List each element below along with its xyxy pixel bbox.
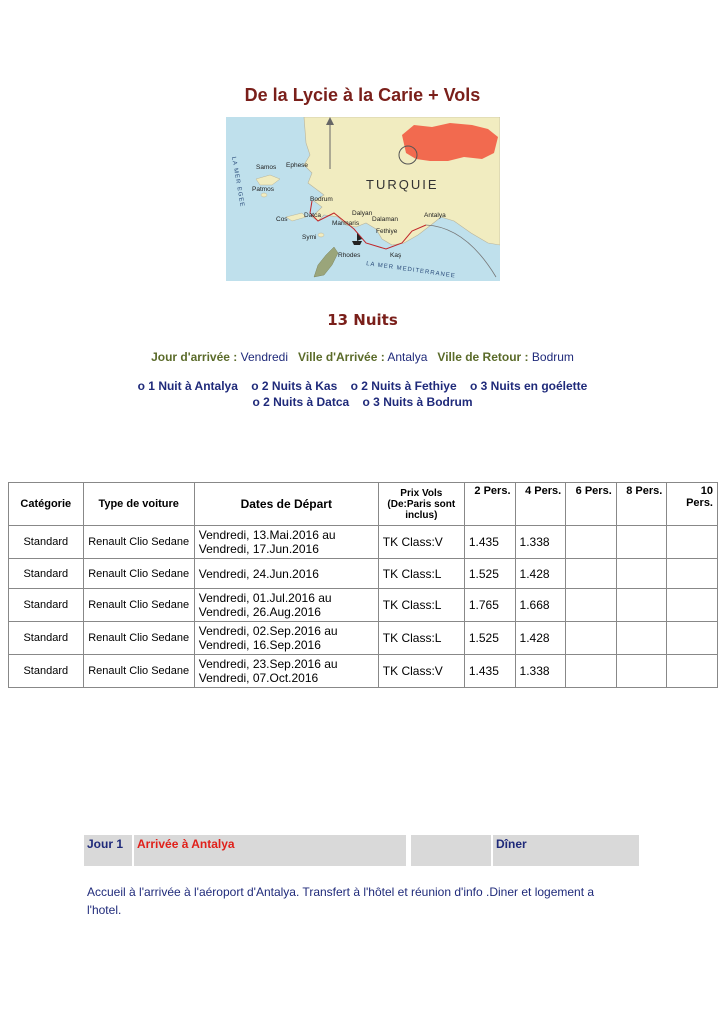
stay-item: o 2 Nuits à Fethiye: [350, 379, 457, 393]
cell-dates: Vendredi, 23.Sep.2016 au Vendredi, 07.Oct.2016: [194, 655, 378, 688]
map-sea-egee: LA MER EGEE: [230, 156, 245, 208]
cell-prix: TK Class:L: [378, 559, 464, 589]
cell-p6: [566, 589, 617, 622]
place-samos: Samos: [256, 164, 277, 171]
place-marmaris: Marmaris: [332, 220, 360, 227]
stay-item: o 2 Nuits à Datca: [252, 395, 350, 409]
cell-p4: 1.338: [515, 526, 566, 559]
place-ephese: Ephese: [286, 162, 309, 169]
cell-categorie: Standard: [9, 589, 84, 622]
cell-p6: [566, 559, 617, 589]
cell-p2: 1.435: [464, 526, 515, 559]
col-prix: Prix Vols (De:Paris sont inclus): [378, 483, 464, 526]
cell-dates: Vendredi, 13.Mai.2016 au Vendredi, 17.Jun.2016: [194, 526, 378, 559]
place-bodrum: Bodrum: [310, 196, 333, 203]
route-map: [226, 117, 500, 281]
map-sea-med: LA MER MEDITERRANEE: [365, 261, 457, 280]
day-label: Jour 1: [84, 835, 132, 866]
stay-item: o 2 Nuits à Kas: [251, 379, 338, 393]
stays-list: [0, 378, 725, 410]
patmos-island: [261, 193, 267, 197]
turkey-inset: [402, 123, 498, 161]
cell-prix: TK Class:V: [378, 655, 464, 688]
cell-p6: [566, 526, 617, 559]
col-p2: 2 Pers.: [464, 483, 515, 526]
stay-item: o 3 Nuits à Bodrum: [362, 395, 473, 409]
table-header-row: [9, 483, 718, 526]
stay-item: o 1 Nuit à Antalya: [137, 379, 238, 393]
day-spacer: [411, 835, 491, 866]
cell-p8: [616, 589, 667, 622]
cell-p2: 1.525: [464, 559, 515, 589]
cell-voiture: Renault Clio Sedane: [83, 655, 194, 688]
page-title: De la Lycie à la Carie + Vols: [244, 85, 481, 105]
cell-p4: 1.338: [515, 655, 566, 688]
cell-prix: TK Class:V: [378, 526, 464, 559]
cell-voiture: Renault Clio Sedane: [83, 559, 194, 589]
cell-p8: [616, 559, 667, 589]
day-1-header: [84, 835, 639, 867]
cell-dates: Vendredi, 24.Jun.2016: [194, 559, 378, 589]
cell-p8: [616, 526, 667, 559]
return-city-value: Bodrum: [531, 350, 574, 364]
place-dalaman: Dalaman: [372, 216, 399, 223]
place-cos: Cos: [276, 216, 288, 223]
cell-p8: [616, 655, 667, 688]
map-country-label: TURQUIE: [366, 177, 439, 192]
cell-p2: 1.435: [464, 655, 515, 688]
arrival-city-label: Ville d'Arrivée :: [298, 350, 385, 364]
cell-voiture: Renault Clio Sedane: [83, 589, 194, 622]
cell-p2: 1.525: [464, 622, 515, 655]
return-city-label: Ville de Retour :: [437, 350, 529, 364]
cell-categorie: Standard: [9, 526, 84, 559]
col-dates: Dates de Départ: [194, 483, 378, 526]
cell-prix: TK Class:L: [378, 622, 464, 655]
col-categorie: Catégorie: [9, 483, 84, 526]
cell-p10: [667, 559, 718, 589]
cell-p6: [566, 655, 617, 688]
table-row: [9, 589, 718, 622]
cell-p10: [667, 622, 718, 655]
price-table: [8, 482, 718, 688]
arrival-day-label: Jour d'arrivée :: [151, 350, 238, 364]
symi-island: [318, 233, 324, 237]
cell-categorie: Standard: [9, 559, 84, 589]
cell-p2: 1.765: [464, 589, 515, 622]
place-rhodes: Rhodes: [338, 252, 361, 259]
cell-voiture: Renault Clio Sedane: [83, 622, 194, 655]
arrival-day-value: Vendredi: [240, 350, 289, 364]
table-row: [9, 622, 718, 655]
cell-voiture: Renault Clio Sedane: [83, 526, 194, 559]
cell-categorie: Standard: [9, 655, 84, 688]
cell-p8: [616, 622, 667, 655]
place-patmos: Patmos: [252, 186, 275, 193]
nights-heading: 13 Nuits: [327, 311, 398, 329]
col-p4: 4 Pers.: [515, 483, 566, 526]
arrival-city-value: Antalya: [387, 350, 428, 364]
stay-item: o 3 Nuits en goélette: [469, 379, 588, 393]
table-row: [9, 559, 718, 589]
day-meal: Dîner: [493, 835, 639, 866]
place-antalya: Antalya: [424, 212, 446, 219]
day-title: Arrivée à Antalya: [134, 835, 406, 866]
cell-p6: [566, 622, 617, 655]
table-row: [9, 526, 718, 559]
cell-p10: [667, 526, 718, 559]
place-symi: Symi: [302, 234, 317, 241]
cell-p4: 1.428: [515, 622, 566, 655]
place-kas: Kaş: [390, 252, 402, 259]
place-dalyan: Dalyan: [352, 210, 373, 217]
day-1-description: Accueil à l'arrivée à l'aéroport d'Antalya. Transfert à l'hôtel et réunion d'info .Diner et logement a l'hotel.: [87, 885, 595, 917]
cell-p10: [667, 655, 718, 688]
col-p10: 10 Pers.: [667, 483, 718, 526]
cell-dates: Vendredi, 01.Jul.2016 au Vendredi, 26.Aug.2016: [194, 589, 378, 622]
place-datca: Datca: [304, 212, 321, 219]
cell-p4: 1.668: [515, 589, 566, 622]
col-voiture: Type de voiture: [83, 483, 194, 526]
col-p8: 8 Pers.: [616, 483, 667, 526]
cell-prix: TK Class:L: [378, 589, 464, 622]
table-row: [9, 655, 718, 688]
place-fethiye: Fethiye: [376, 228, 398, 235]
col-p6: 6 Pers.: [566, 483, 617, 526]
cell-p10: [667, 589, 718, 622]
arrival-info: [0, 350, 725, 364]
cell-categorie: Standard: [9, 622, 84, 655]
cell-p4: 1.428: [515, 559, 566, 589]
cell-dates: Vendredi, 02.Sep.2016 au Vendredi, 16.Sep.2016: [194, 622, 378, 655]
